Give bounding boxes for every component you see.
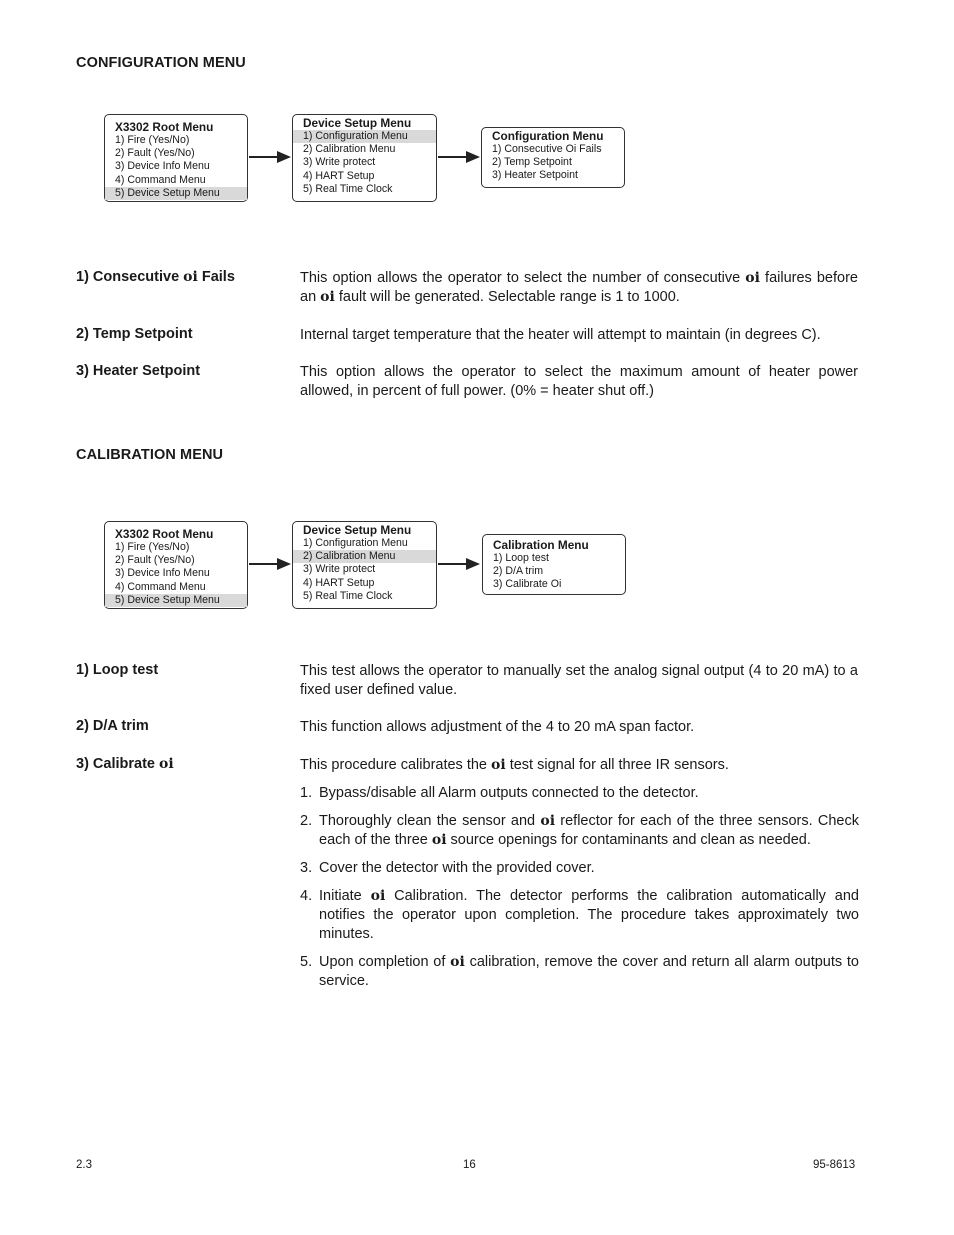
list-item: 2. Thoroughly clean the sensor and oi reflector for each of the three sensors. Check each of the three oi source openings for contaminants and clean as needed. xyxy=(300,813,859,848)
calibration-menu-item: 3) Calibrate Oi xyxy=(493,578,562,591)
device-setup-item: 3) Write protect xyxy=(303,156,376,169)
root-menu-item: 2) Fault (Yes/No) xyxy=(115,554,195,567)
config-root-menu-box xyxy=(104,114,248,202)
footer-document-number: 95-8613 xyxy=(813,1159,856,1171)
device-setup-item: 5) Real Time Clock xyxy=(303,182,393,195)
root-menu-item: 3) Device Info Menu xyxy=(115,160,210,173)
desc-consecutive-oi-fails: This option allows the operator to select the number of consecutive oi failures before an oi fault will be generated. Selectable range is 1 to 1000. xyxy=(300,270,858,305)
term-heater-setpoint: 3) Heater Setpoint xyxy=(76,363,201,379)
calibration-menu-item: 2) D/A trim xyxy=(493,565,544,578)
footer-page-number: 16 xyxy=(463,1159,476,1171)
device-setup-item-highlighted: 2) Calibration Menu xyxy=(293,550,436,563)
device-setup-item: 4) HART Setup xyxy=(303,576,375,589)
oi-symbol: oi xyxy=(159,756,174,772)
cal-root-menu-box xyxy=(104,521,248,609)
arrow-right-icon xyxy=(249,563,289,565)
arrow-right-icon xyxy=(438,563,478,565)
configuration-menu-item: 1) Consecutive Oi Fails xyxy=(492,143,602,155)
list-item: 5. Upon completion of oi calibration, remove the cover and return all alarm outputs to service. xyxy=(300,954,859,989)
configuration-menu-box xyxy=(481,127,625,188)
desc-loop-test: This test allows the operator to manually set the analog signal output (4 to 20 mA) to a fixed user defined value. xyxy=(300,663,858,698)
root-menu-item: 3) Device Info Menu xyxy=(115,567,210,580)
desc-heater-setpoint: This option allows the operator to select the maximum amount of heater power allowed, in percent of full power. (0% = heater shut off.) xyxy=(300,364,858,399)
device-setup-item: 5) Real Time Clock xyxy=(303,589,393,602)
device-setup-item: 4) HART Setup xyxy=(303,169,375,182)
configuration-menu-item: 3) Heater Setpoint xyxy=(492,169,578,182)
calibration-steps-list xyxy=(300,784,859,1000)
root-menu-item: 1) Fire (Yes/No) xyxy=(115,134,190,146)
root-menu-title: X3302 Root Menu xyxy=(115,527,214,541)
device-setup-item: 3) Write protect xyxy=(303,563,376,576)
desc-calibrate-oi: This procedure calibrates the oi test signal for all three IR sensors. xyxy=(300,757,729,773)
term-da-trim: 2) D/A trim xyxy=(76,718,149,734)
root-menu-title: X3302 Root Menu xyxy=(115,120,214,134)
configuration-menu-item: 2) Temp Setpoint xyxy=(492,156,572,169)
term-calibrate-oi: 3) Calibrate oi xyxy=(76,756,174,772)
desc-da-trim: This function allows adjustment of the 4 to 20 mA span factor. xyxy=(300,719,695,735)
list-item: 1. Bypass/disable all Alarm outputs connected to the detector. xyxy=(300,785,699,801)
arrow-right-icon xyxy=(438,156,478,158)
calibration-menu-item: 1) Loop test xyxy=(493,552,549,564)
arrow-right-icon xyxy=(249,156,289,158)
root-menu-item: 2) Fault (Yes/No) xyxy=(115,147,195,160)
device-setup-item: 1) Configuration Menu xyxy=(303,537,408,549)
root-menu-item: 4) Command Menu xyxy=(115,580,206,593)
list-item: 3. Cover the detector with the provided cover. xyxy=(300,860,595,876)
footer-revision: 2.3 xyxy=(76,1159,92,1171)
term-loop-test: 1) Loop test xyxy=(76,662,159,678)
configuration-menu-title: Configuration Menu xyxy=(492,129,604,143)
device-setup-title: Device Setup Menu xyxy=(303,116,412,130)
list-item: 4. Initiate oi Calibration. The detector performs the calibration automatically and notifies the operator upon completion. The procedure takes approximately two minutes. xyxy=(300,888,860,942)
term-temp-setpoint: 2) Temp Setpoint xyxy=(76,326,193,342)
device-setup-item-highlighted: 1) Configuration Menu xyxy=(293,130,436,143)
calibration-menu-box xyxy=(482,534,626,595)
calibration-heading: CALIBRATION MENU xyxy=(76,447,224,463)
root-menu-item-highlighted: 5) Device Setup Menu xyxy=(105,594,247,607)
calibration-menu-title: Calibration Menu xyxy=(493,538,589,552)
device-setup-title: Device Setup Menu xyxy=(303,523,412,537)
oi-symbol: oi xyxy=(183,269,198,285)
cal-device-setup-box xyxy=(292,521,437,609)
root-menu-item-highlighted: 5) Device Setup Menu xyxy=(105,187,247,200)
config-heading: CONFIGURATION MENU xyxy=(76,55,246,71)
root-menu-item: 1) Fire (Yes/No) xyxy=(115,541,190,553)
config-device-setup-box xyxy=(292,114,437,202)
root-menu-item: 4) Command Menu xyxy=(115,173,206,186)
desc-temp-setpoint: Internal target temperature that the heater will attempt to maintain (in degrees C). xyxy=(300,327,821,343)
device-setup-item: 2) Calibration Menu xyxy=(303,143,396,156)
term-consecutive-oi-fails: 1) Consecutive oi Fails xyxy=(76,269,235,285)
